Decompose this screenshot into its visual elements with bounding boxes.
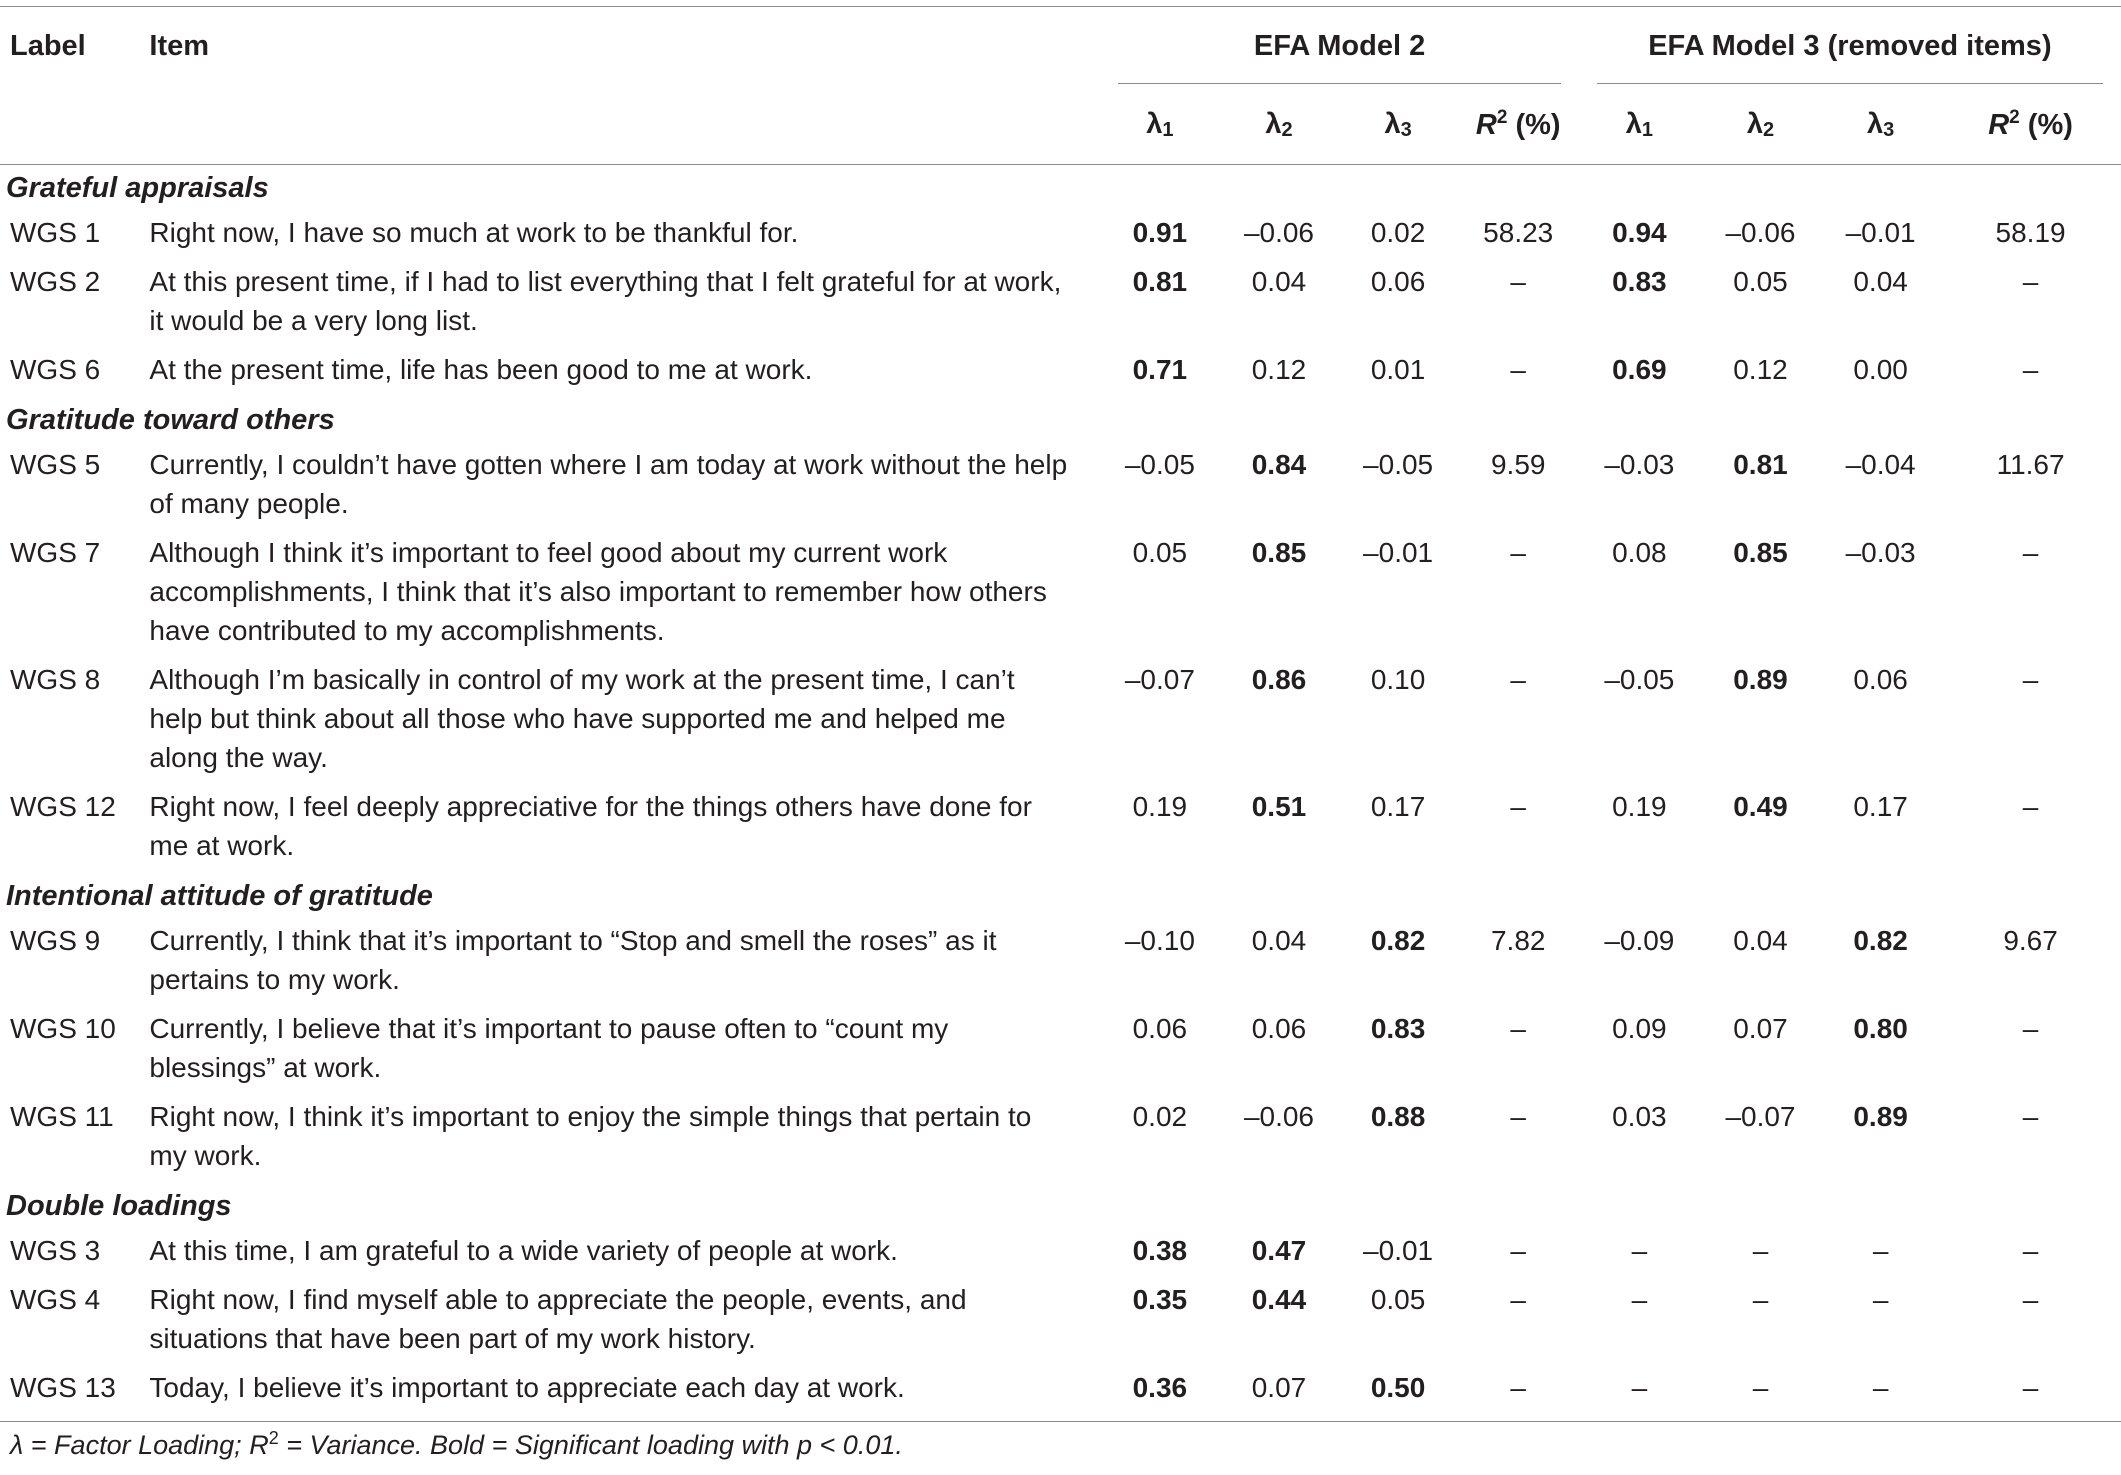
m3-lambda-2-cell: 0.85 — [1733, 537, 1788, 568]
m3-r2-cell: – — [1940, 1366, 2121, 1422]
m2-lambda-2-header: $\lambda_2$ — [1219, 84, 1338, 165]
table-footnote: λ = Factor Loading; $R^2$ = Variance. Bold = Significant loading with p < 0.01. — [10, 1428, 903, 1460]
m2-lambda-1-cell: 0.19 — [1132, 791, 1188, 822]
m3-lambda-3-cell: –0.04 — [1845, 449, 1916, 480]
m3-lambda-3-cell: 0.82 — [1853, 925, 1908, 956]
m3-lambda-1-cell: –0.09 — [1604, 925, 1675, 956]
m3-lambda-3-cell: 0.06 — [1853, 664, 1908, 695]
table-row — [0, 1366, 2121, 1422]
m2-lambda-2-cell: 0.44 — [1251, 1284, 1307, 1315]
row-item-text: Right now, I think it’s important to enjoy the simple things that pertain to my work. — [149, 1101, 1032, 1171]
row-item-text: Right now, I find myself able to appreciate the people, events, and situations that have been part of my work history. — [149, 1284, 967, 1354]
m3-lambda-3-cell: –0.01 — [1845, 217, 1916, 248]
row-label: WGS 8 — [10, 664, 101, 695]
m2-lambda-2-cell: –0.06 — [1243, 1101, 1315, 1132]
m3-r2-cell: – — [2022, 537, 2039, 568]
row-item-text: Although I think it’s important to feel good about my current work accomplishments, I think that it’s also important to remember how others have contributed to my accomplishments. — [149, 537, 1047, 646]
m2-lambda-3-cell: –0.01 — [1363, 537, 1434, 568]
m2-lambda-2-cell: –0.06 — [1243, 217, 1315, 248]
table-row — [0, 211, 2121, 260]
m2-r2-cell: – — [1510, 354, 1526, 385]
table-row — [0, 1278, 2121, 1366]
row-label: WGS 3 — [10, 1235, 101, 1266]
m2-lambda-3-cell: 0.05 — [1370, 1284, 1426, 1315]
table-body — [0, 165, 2121, 1422]
table-row — [0, 1007, 2121, 1095]
m2-r2-cell: – — [1510, 1284, 1526, 1315]
m2-lambda-2-cell: 0.84 — [1251, 449, 1307, 480]
row-item-text: Currently, I think that it’s important to “Stop and smell the roses” as it pertains to my work. — [149, 925, 997, 995]
m3-lambda-3-cell: – — [1872, 1235, 1889, 1266]
m3-lambda-2-cell: – — [1752, 1284, 1769, 1315]
m3-r2-cell: – — [2022, 1235, 2039, 1266]
section-title: Gratitude toward others — [6, 403, 335, 436]
m3-lambda-2-cell: 0.81 — [1733, 449, 1788, 480]
m2-lambda-1-cell: –0.05 — [1124, 449, 1195, 480]
m2-r2-cell: – — [1510, 266, 1526, 297]
row-label: WGS 11 — [10, 1101, 114, 1132]
m3-lambda-2-cell: 0.12 — [1733, 354, 1788, 385]
top-rule — [0, 6, 2121, 7]
section-title: Double loadings — [6, 1189, 232, 1222]
m2-lambda-3-cell: 0.17 — [1370, 791, 1426, 822]
m2-lambda-1-cell: –0.10 — [1124, 925, 1195, 956]
row-label: WGS 5 — [10, 449, 101, 480]
m2-lambda-2-cell: 0.04 — [1251, 925, 1307, 956]
label-column-header: Label — [10, 29, 86, 62]
row-label: WGS 7 — [10, 537, 101, 568]
table-row — [0, 919, 2121, 1007]
row-item-text: Currently, I believe that it’s important to pause often to “count my blessings” at work. — [149, 1013, 949, 1083]
m3-lambda-1-cell: 0.03 — [1612, 1101, 1667, 1132]
m3-lambda-2-cell: – — [1752, 1235, 1769, 1266]
section-header-row — [0, 165, 2121, 212]
row-label: WGS 6 — [10, 354, 101, 385]
m3-lambda-3-header: $\lambda_3$ — [1821, 84, 1940, 165]
m2-lambda-3-cell: 0.02 — [1370, 217, 1426, 248]
row-label: WGS 13 — [0, 1366, 149, 1422]
m2-lambda-1-cell: –0.07 — [1124, 664, 1195, 695]
row-label: WGS 9 — [10, 925, 101, 956]
row-label: WGS 4 — [10, 1284, 101, 1315]
m3-lambda-1-cell: – — [1579, 1366, 1700, 1422]
m2-r2-cell: – — [1510, 1235, 1526, 1266]
m3-lambda-3-cell: – — [1821, 1366, 1940, 1422]
section-title: Intentional attitude of gratitude — [6, 879, 433, 912]
m2-lambda-2-cell: 0.06 — [1251, 1013, 1307, 1044]
section-header-row — [0, 397, 2121, 443]
row-item-text: At this present time, if I had to list everything that I felt grateful for at work, it would be a very long list. — [149, 266, 1062, 336]
m3-lambda-1-cell: 0.09 — [1612, 1013, 1667, 1044]
m2-lambda-1-cell: 0.06 — [1132, 1013, 1188, 1044]
efa-model-2-header — [1100, 8, 1578, 84]
table-row — [0, 1229, 2121, 1278]
m2-lambda-1-cell: 0.81 — [1132, 266, 1188, 297]
efa-table — [0, 8, 2121, 1422]
m2-lambda-3-cell: 0.06 — [1370, 266, 1426, 297]
m2-lambda-2-cell: 0.86 — [1251, 664, 1307, 695]
row-item-text: At this time, I am grateful to a wide variety of people at work. — [149, 1235, 898, 1266]
m2-lambda-3-cell: 0.10 — [1370, 664, 1426, 695]
m3-lambda-2-cell: 0.04 — [1733, 925, 1788, 956]
m3-r2-header: $R^2$ (%) — [1940, 84, 2121, 165]
efa-model-3-title: EFA Model 3 (removed items) — [1648, 29, 2052, 62]
m2-lambda-2-cell: 0.47 — [1251, 1235, 1307, 1266]
m2-r2-header: $R^2$ (%) — [1458, 84, 1579, 165]
row-label: WGS 10 — [10, 1013, 116, 1044]
m2-r2-cell: 9.59 — [1490, 449, 1546, 480]
m2-lambda-1-cell: 0.38 — [1132, 1235, 1188, 1266]
m2-lambda-1-cell: 0.02 — [1132, 1101, 1188, 1132]
efa-model-3-header — [1579, 8, 2121, 84]
m3-r2-cell: – — [2022, 354, 2039, 385]
m2-lambda-3-cell: 0.50 — [1339, 1366, 1458, 1422]
m2-lambda-1-cell: 0.71 — [1132, 354, 1188, 385]
m3-lambda-1-cell: 0.69 — [1612, 354, 1667, 385]
row-item-text: At the present time, life has been good to me at work. — [149, 354, 813, 385]
m3-r2-cell: – — [2022, 791, 2039, 822]
m2-lambda-3-cell: 0.88 — [1370, 1101, 1426, 1132]
row-item-text: Currently, I couldn’t have gotten where I am today at work without the help of many people. — [149, 449, 1068, 519]
m3-r2-cell: 9.67 — [2003, 925, 2058, 956]
efa-model-2-underline — [1118, 83, 1560, 84]
table-row — [0, 260, 2121, 348]
section-title: Grateful appraisals — [6, 171, 269, 204]
m3-lambda-1-cell: 0.19 — [1612, 791, 1667, 822]
m2-lambda-2-cell: 0.04 — [1251, 266, 1307, 297]
m2-lambda-3-cell: 0.01 — [1370, 354, 1426, 385]
m3-lambda-2-cell: – — [1700, 1366, 1821, 1422]
m2-r2-cell: – — [1510, 664, 1526, 695]
row-item-text: Today, I believe it’s important to appreciate each day at work. — [149, 1366, 1100, 1422]
m3-lambda-2-cell: 0.07 — [1733, 1013, 1788, 1044]
m3-lambda-2-cell: 0.05 — [1733, 266, 1788, 297]
header-row-columns — [0, 84, 2121, 165]
m3-lambda-2-header: $\lambda_2$ — [1700, 84, 1821, 165]
m2-lambda-1-cell: 0.05 — [1132, 537, 1188, 568]
m3-lambda-3-cell: 0.00 — [1853, 354, 1908, 385]
m2-r2-cell: – — [1510, 1101, 1526, 1132]
m2-lambda-2-cell: 0.07 — [1219, 1366, 1338, 1422]
m3-lambda-1-header: $\lambda_1$ — [1579, 84, 1700, 165]
m2-r2-cell: – — [1458, 1366, 1579, 1422]
table-row — [0, 1095, 2121, 1183]
m3-lambda-2-cell: –0.06 — [1725, 217, 1796, 248]
m3-r2-cell: 58.19 — [1995, 217, 2066, 248]
m3-lambda-3-cell: –0.03 — [1845, 537, 1916, 568]
m3-lambda-1-cell: 0.83 — [1612, 266, 1667, 297]
m3-lambda-1-cell: – — [1631, 1284, 1648, 1315]
m2-lambda-3-cell: 0.83 — [1370, 1013, 1426, 1044]
m3-lambda-3-cell: 0.04 — [1853, 266, 1908, 297]
efa-model-3-underline — [1597, 83, 2103, 84]
m2-lambda-3-cell: 0.82 — [1370, 925, 1426, 956]
m2-lambda-1-cell: 0.36 — [1100, 1366, 1219, 1422]
m3-r2-cell: – — [2022, 664, 2039, 695]
section-header-row — [0, 1183, 2121, 1229]
table-row — [0, 443, 2121, 531]
blank-header-cell — [0, 84, 149, 165]
m3-lambda-3-cell: 0.80 — [1853, 1013, 1908, 1044]
table-row — [0, 531, 2121, 658]
m2-lambda-1-cell: 0.91 — [1132, 217, 1188, 248]
m2-r2-cell: – — [1510, 537, 1526, 568]
m2-lambda-3-header: $\lambda_3$ — [1339, 84, 1458, 165]
m2-r2-cell: – — [1510, 791, 1526, 822]
m2-r2-cell: 58.23 — [1483, 217, 1554, 248]
table-row — [0, 785, 2121, 873]
m3-lambda-1-cell: –0.05 — [1604, 664, 1675, 695]
header-row-groups — [0, 8, 2121, 84]
table-row — [0, 348, 2121, 397]
m3-lambda-3-cell: 0.17 — [1853, 791, 1908, 822]
row-label: WGS 12 — [10, 791, 116, 822]
m3-lambda-3-cell: – — [1872, 1284, 1889, 1315]
m2-lambda-2-cell: 0.12 — [1251, 354, 1307, 385]
m3-lambda-2-cell: 0.89 — [1733, 664, 1788, 695]
m2-lambda-3-cell: –0.05 — [1363, 449, 1434, 480]
m3-r2-cell: – — [2022, 266, 2039, 297]
m2-lambda-2-cell: 0.85 — [1251, 537, 1307, 568]
row-label: WGS 1 — [10, 217, 101, 248]
m2-lambda-3-cell: –0.01 — [1363, 1235, 1434, 1266]
row-item-text: Although I’m basically in control of my work at the present time, I can’t help but think about all those who have supported me and helped me along the way. — [149, 664, 1015, 773]
item-column-header: Item — [149, 29, 210, 62]
table-row — [0, 658, 2121, 785]
m2-lambda-1-cell: 0.35 — [1132, 1284, 1188, 1315]
m3-r2-cell: – — [2022, 1284, 2039, 1315]
m3-lambda-3-cell: 0.89 — [1853, 1101, 1908, 1132]
m3-r2-cell: 11.67 — [1996, 449, 2065, 480]
efa-model-2-title: EFA Model 2 — [1253, 29, 1426, 62]
m3-r2-cell: – — [2022, 1101, 2039, 1132]
row-item-text: Right now, I feel deeply appreciative for the things others have done for me at work. — [149, 791, 1032, 861]
m3-lambda-1-cell: 0.94 — [1612, 217, 1667, 248]
m2-r2-cell: – — [1510, 1013, 1526, 1044]
m3-lambda-2-cell: 0.49 — [1733, 791, 1788, 822]
m2-r2-cell: 7.82 — [1490, 925, 1546, 956]
m3-r2-cell: – — [2022, 1013, 2039, 1044]
m3-lambda-1-cell: 0.08 — [1612, 537, 1667, 568]
row-label: WGS 2 — [10, 266, 101, 297]
m3-lambda-2-cell: –0.07 — [1725, 1101, 1796, 1132]
m2-lambda-2-cell: 0.51 — [1251, 791, 1307, 822]
blank-header-cell — [149, 84, 1100, 165]
m2-lambda-1-header: $\lambda_1$ — [1100, 84, 1219, 165]
row-item-text: Right now, I have so much at work to be thankful for. — [149, 217, 799, 248]
m3-lambda-1-cell: – — [1631, 1235, 1648, 1266]
section-header-row — [0, 873, 2121, 919]
m3-lambda-1-cell: –0.03 — [1604, 449, 1675, 480]
